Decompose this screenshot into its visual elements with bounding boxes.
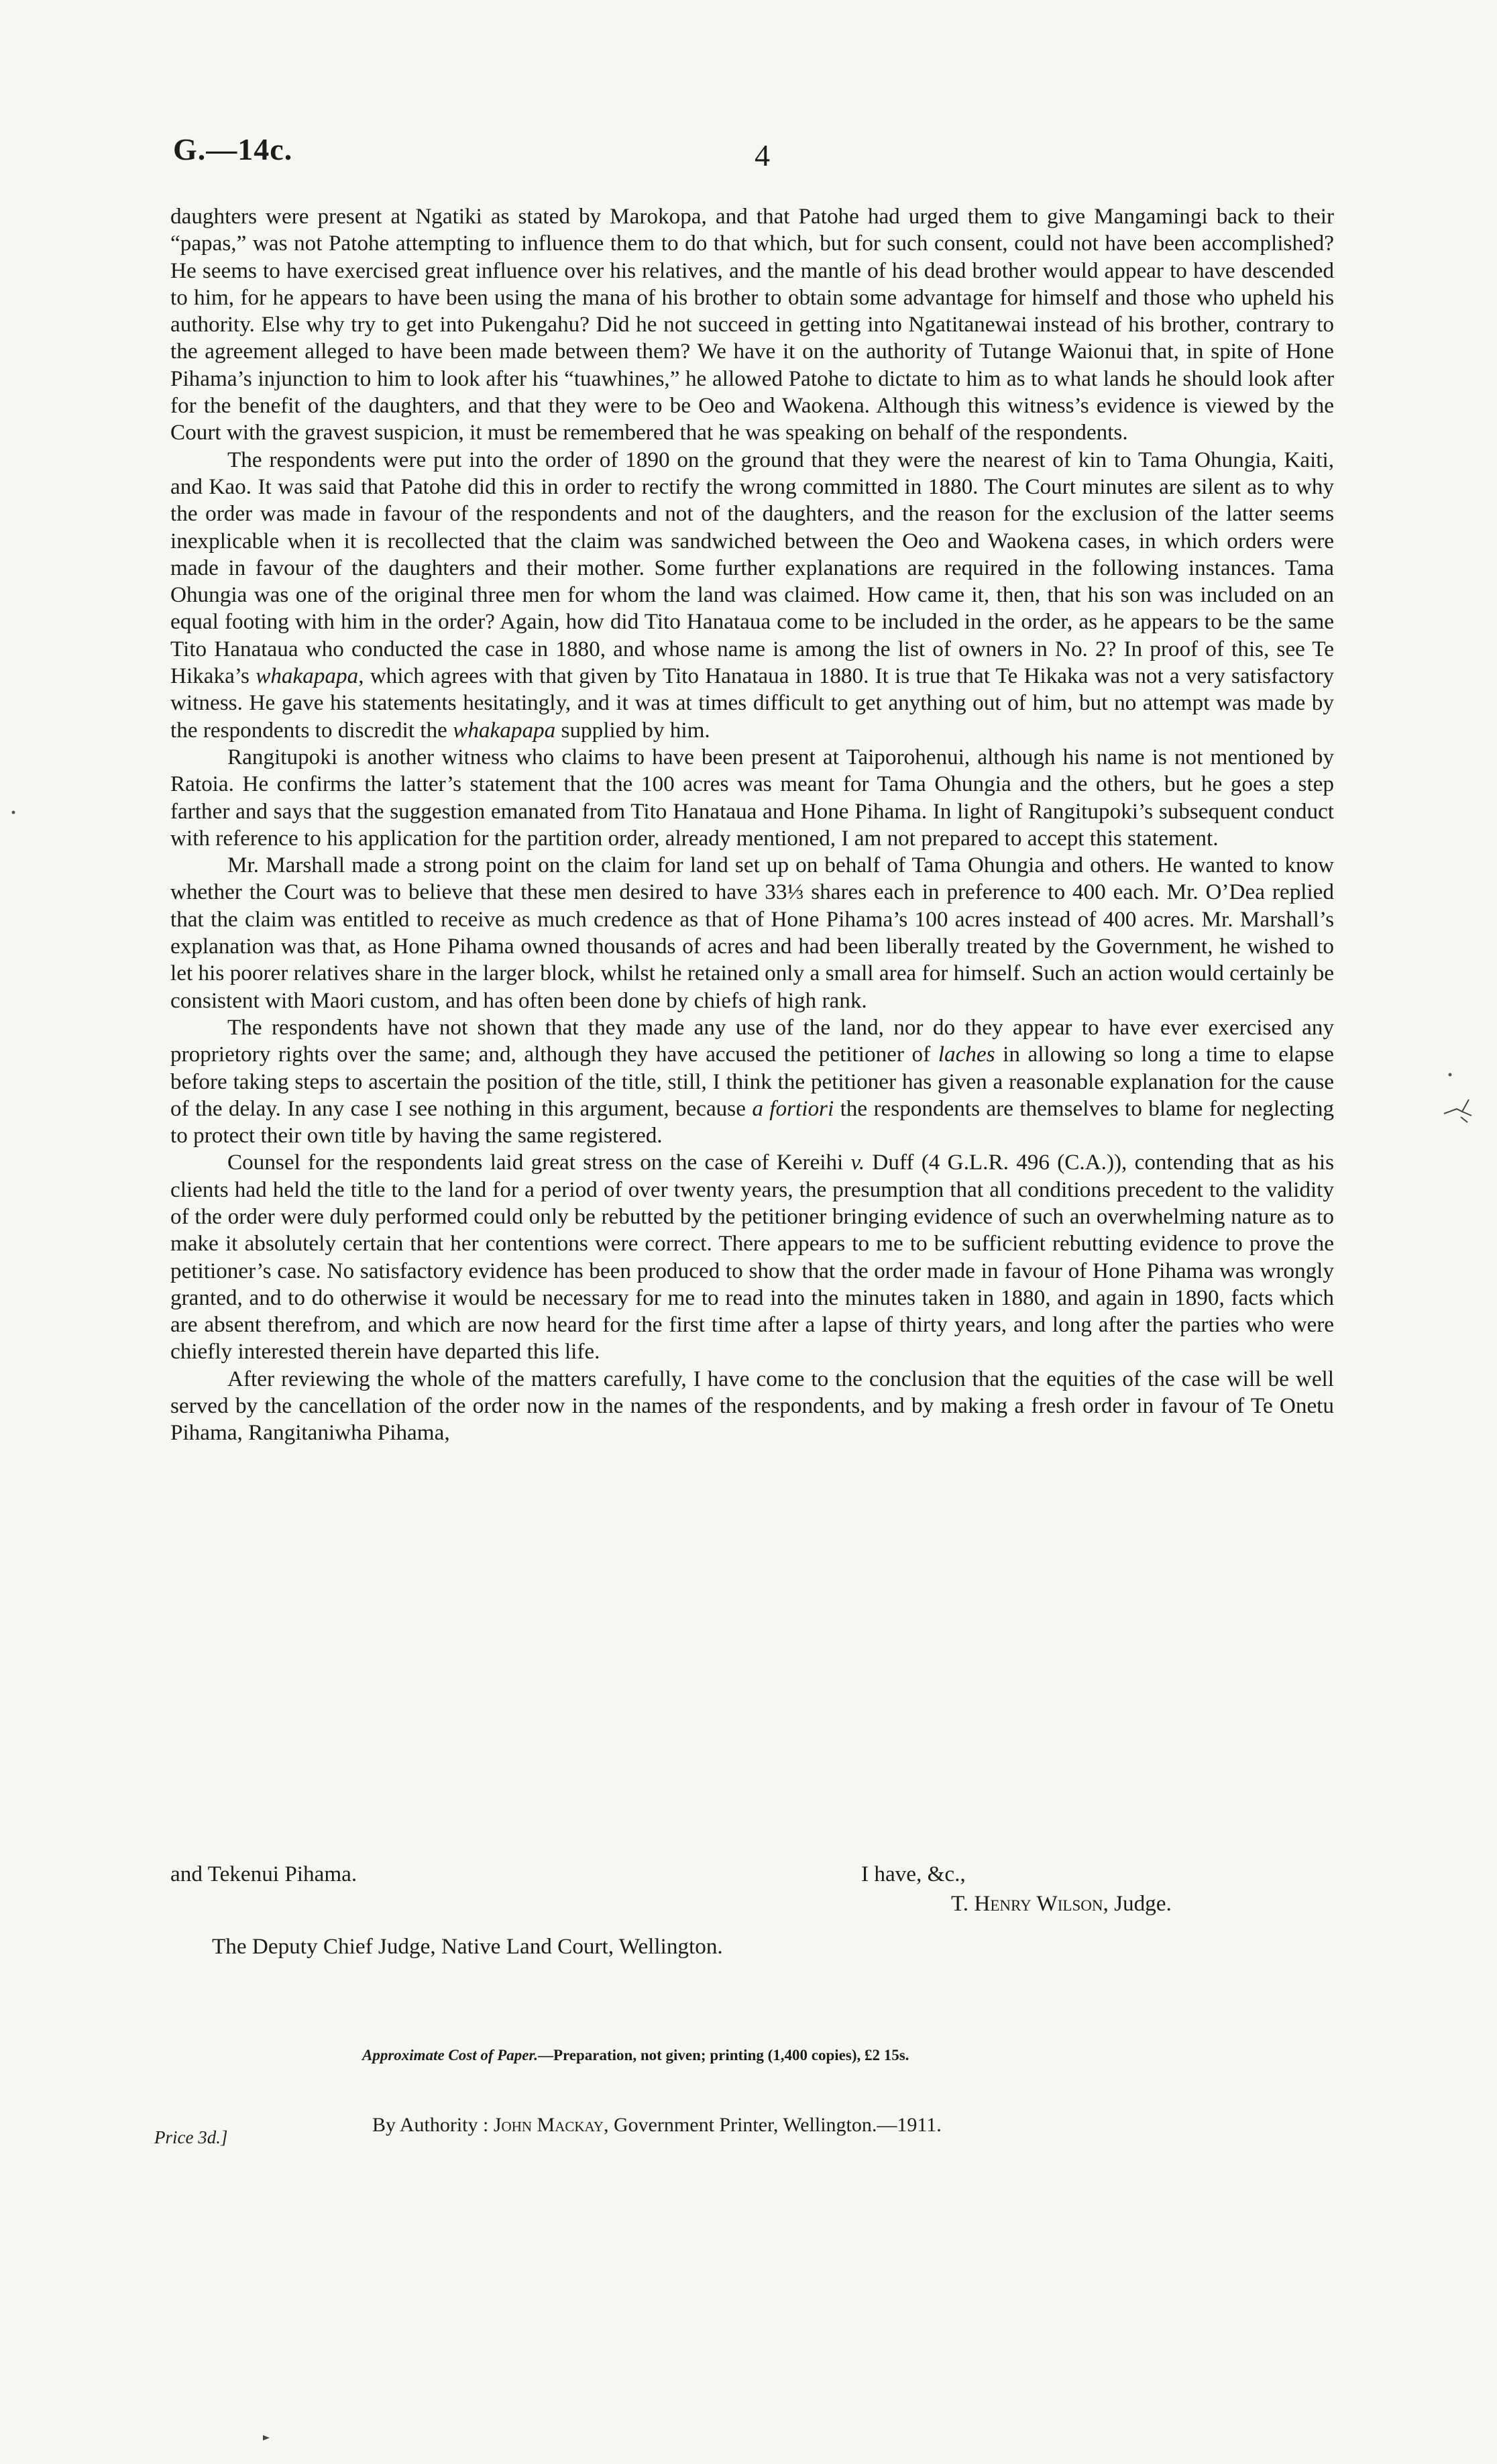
cost-note: Approximate Cost of Paper.—Preparation, not given; printing (1,400 copies), £2 15s.: [362, 2047, 909, 2064]
paragraph-continuation: daughters were present at Ngatiki as stated by Marokopa, and that Patohe had urged them to give Mangamingi back to their “papas,” was not Patohe attempting to influence them to do that which, but for such consent, could not have been accomplished? He seems to have exercised great influence over his relatives, and the mantle of his dead brother would appear to have descended to him, for he appears to have been using the mana of his brother to obtain some advantage for himself and those who upheld his authority. Else why try to get into Pukengahu? Did he not succeed in getting into Ngatitanewai instead of his brother, contrary to the agreement alleged to have been made between them? We have it on the authority of Tutange Waionui that, in spite of Hone Pihama’s injunction to him to look after his “tuawhines,” he allowed Patohe to dictate to him as to what lands he should look after for the benefit of the daughters, and that they were to be Oeo and Waokena. Although this witness’s evidence is viewed by the Court with the gravest suspicion, it must be remembered that he was speaking on behalf of the respondents.: [170, 204, 1334, 445]
paragraph-marshall: Mr. Marshall made a strong point on the claim for land set up on behalf of Tama Ohungia and others. He wanted to know whether the Court was to believe that these men desired to have 33⅓ shares each in preference to 400 each. Mr. O’Dea replied that the claim was entitled to receive as much credence as that of Hone Pihama’s 100 acres instead of 400 acres. Mr. Marshall’s explanation was that, as Hone Pihama owned thousands of acres and had been liberally treated by the Government, he wished to let his poorer relatives share in the larger block, whilst he retained only a small area for himself. Such an action would certainly be consistent with Maori custom, and has often been done by chiefs of high rank.: [170, 853, 1334, 1013]
printer-imprint: By Authority : John Mackay, Government Printer, Wellington.—1911.: [372, 2114, 942, 2136]
italic-term: whakapapa: [256, 663, 359, 689]
document-reference: G.—14c.: [173, 132, 293, 166]
margin-mark-icon: [1442, 1090, 1476, 1124]
paragraph-proprietory-rights: The respondents have not shown that they made any use of the land, nor do they appear to have ever exercised any proprietory rights over the same; and, although they have accused the petitioner of laches in allowing so long a time to elapse before taking steps to ascertain the position of the title, still, I think the petitioner has given a reasonable explanation for the cause of the delay. In any case I see nothing in this argument, because a fortiori the respondents are themselves to blame for neglecting to protect their own title by having the same registered.: [170, 1014, 1335, 1148]
margin-dot-icon: [9, 808, 17, 816]
paragraph-rangitupoki: Rangitupoki is another witness who claims to have been present at Taiporohenui, although his name is not mentioned by Ratoia. He confirms the latter’s statement that the 100 acres was meant for Tama Ohungia and the others, but he goes a step farther and says that the suggestion emanated from Tito Hanataua and Hone Pihama. In light of Rangitupoki’s subsequent conduct with reference to his application for the partition order, already mentioned, I am not prepared to accept this statement.: [170, 744, 1334, 851]
addressee: The Deputy Chief Judge, Native Land Court, Wellington.: [212, 1934, 723, 1959]
italic-term: a fortiori: [752, 1095, 834, 1121]
paragraph-conclusion: After reviewing the whole of the matters carefully, I have come to the conclusion that the equities of the case will be well served by the cancellation of the order now in the names of the respondents, and by making a fresh order in favour of Te Onetu Pihama, Rangitaniwha Pihama,: [170, 1366, 1334, 1446]
page-number: 4: [755, 138, 770, 172]
italic-term: whakapapa: [453, 717, 556, 743]
bottom-mark-icon: [262, 2433, 272, 2443]
sign-off: I have, &c.,: [861, 1862, 966, 1886]
price-label: Price 3d.]: [154, 2127, 228, 2147]
paragraph-respondents: The respondents were put into the order of 1890 on the ground that they were the nearest of kin to Tama Ohungia, Kaiti, and Kao. It was said that Patohe did this in order to rectify the wrong committed in 1880. The Court minutes are silent as to why the order was made in favour of the respondents and not of the daughters, and the reason for the exclusion of the latter seems inexplicable when it is recollected that the claim was sandwiched between the Oeo and Waokena cases, in which orders were made in favour of the daughters and their mother. Some further explanations are required in the following instances. Tama Ohungia was one of the original three men for whom the land was claimed. How came it, then, that his son was included on an equal footing with him in the order? Again, how did Tito Hanataua come to be included in the order, as he appears to be the same Tito Hanataua who conducted the case in 1880, and whose name is among the list of owners in No. 2? In proof of this, see Te Hikaka’s whakapapa, which agrees with that given by Tito Hanataua in 1880. It is true that Te Hikaka was not a very satisfactory witness. He gave his statements hesitatingly, and it was at times difficult to get anything out of him, but no attempt was made by the respondents to discredit the whakapapa supplied by him.: [170, 447, 1335, 743]
closing-line: [170, 1861, 1334, 1888]
closing-names: and Tekenui Pihama.: [170, 1862, 357, 1886]
paragraph-counsel: Counsel for the respondents laid great stress on the case of Kereihi v. Duff (4 G.L.R. 496 (C.A.)), contending that as his clients had held the title to the land for a period of over twenty years, the presumption that all conditions precedent to the validity of the order were duly performed could only be rebutted by the petitioner bringing evidence of such an overwhelming nature as to make it absolutely certain that her contentions were correct. There appears to me to be sufficient rebutting evidence to prove the petitioner’s case. No satisfactory evidence has been produced to show that the order made in favour of Hone Pihama was wrongly granted, and to do otherwise it would be necessary for me to read into the minutes taken in 1880, and again in 1890, facts which are absent therefrom, and which are now heard for the first time after a lapse of thirty years, and long after the parties who were chiefly interested therein have departed this life.: [170, 1150, 1334, 1364]
signature: T. Henry Wilson, Judge.: [951, 1891, 1172, 1916]
body-text: [170, 203, 1334, 1447]
italic-term: v.: [850, 1150, 865, 1175]
italic-term: laches: [938, 1042, 995, 1067]
printer-name: John Mackay: [493, 2114, 604, 2136]
margin-dot-icon: [1445, 1070, 1455, 1079]
signer-name: Henry Wilson: [974, 1891, 1103, 1916]
